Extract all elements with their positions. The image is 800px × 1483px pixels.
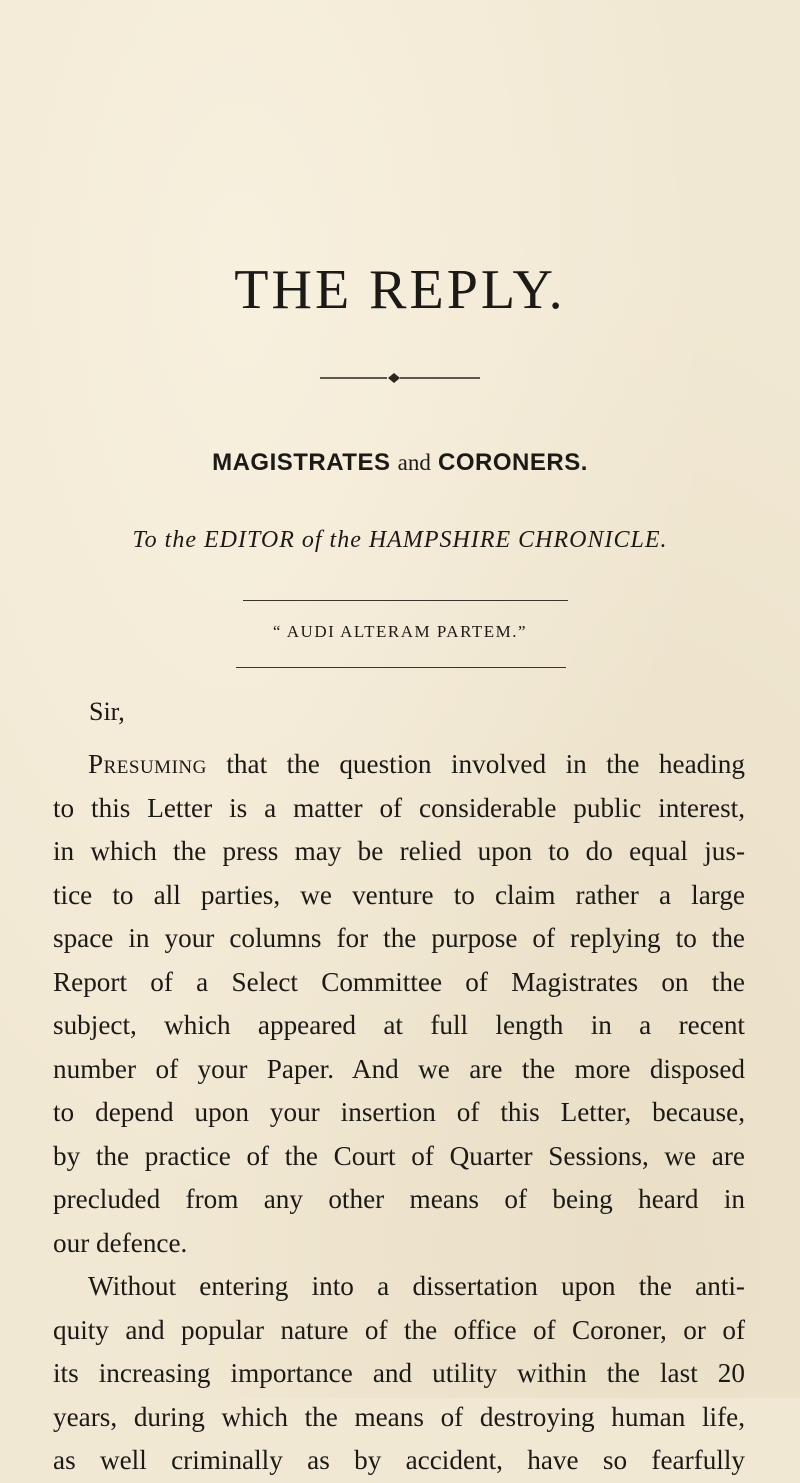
section-heading-part1: MAGISTRATES (212, 449, 391, 476)
letter-address: To the EDITOR of the HAMPSHIRE CHRONICLE. (132, 527, 668, 553)
paragraph-1-line: subject, which appeared at full length in a recent (53, 1010, 745, 1040)
motto: “ AUDI ALTERAM PARTEM.” (272, 622, 528, 641)
paragraph-1-line: in which the press may be relied upon to do equal jus- (53, 836, 745, 866)
section-heading-part2: CORONERS. (438, 449, 588, 476)
paragraph-1-line: Report of a Select Committee of Magistrates on the (53, 966, 745, 997)
paragraph-1 (53, 743, 745, 1265)
paragraph-1-line: by the practice of the Court of Quarter Sessions, we are (53, 1140, 745, 1171)
paragraph-1-line: precluded from any other means of being heard in (53, 1184, 745, 1214)
paragraph-1-line: to this Letter is a matter of considerable public interest, (53, 792, 745, 823)
paragraph-1-line: tice to all parties, we venture to claim rather a large (53, 879, 745, 910)
paragraph-lead-word: Presuming (88, 749, 207, 779)
paragraph-1-line: number of your Paper. And we are the more disposed (53, 1053, 745, 1084)
paragraph-2-line: Without entering into a dissertation upon the anti- (88, 1271, 745, 1301)
paragraph-2-line: quity and popular nature of the office of Coroner, or of (53, 1314, 745, 1345)
section-heading (0, 449, 800, 477)
paragraph-1-line: to depend upon your insertion of this Letter, because, (53, 1097, 745, 1127)
paragraph-2-line: as well criminally as by accident, have so fearfully (53, 1445, 745, 1475)
salutation: Sir, (89, 697, 125, 726)
paragraph-1-line: our defence. (53, 1227, 188, 1258)
page-title: THE REPLY. (234, 259, 566, 321)
paragraph-1-line-1: Presuming that the question involved in the heading (88, 749, 745, 779)
diamond-rule-ornament-icon (320, 372, 480, 384)
paragraph-2 (53, 1265, 745, 1483)
paragraph-2-line: its increasing importance and utility within the last 20 (53, 1358, 745, 1388)
section-heading-and: and (397, 450, 431, 475)
paragraph-1-line: space in your columns for the purpose of replying to the (53, 923, 745, 953)
divider-rule-bottom (236, 667, 566, 668)
divider-rule-top (243, 600, 568, 601)
letter-body (53, 743, 745, 1483)
paragraph-2-line: years, during which the means of destroying human life, (53, 1401, 745, 1432)
